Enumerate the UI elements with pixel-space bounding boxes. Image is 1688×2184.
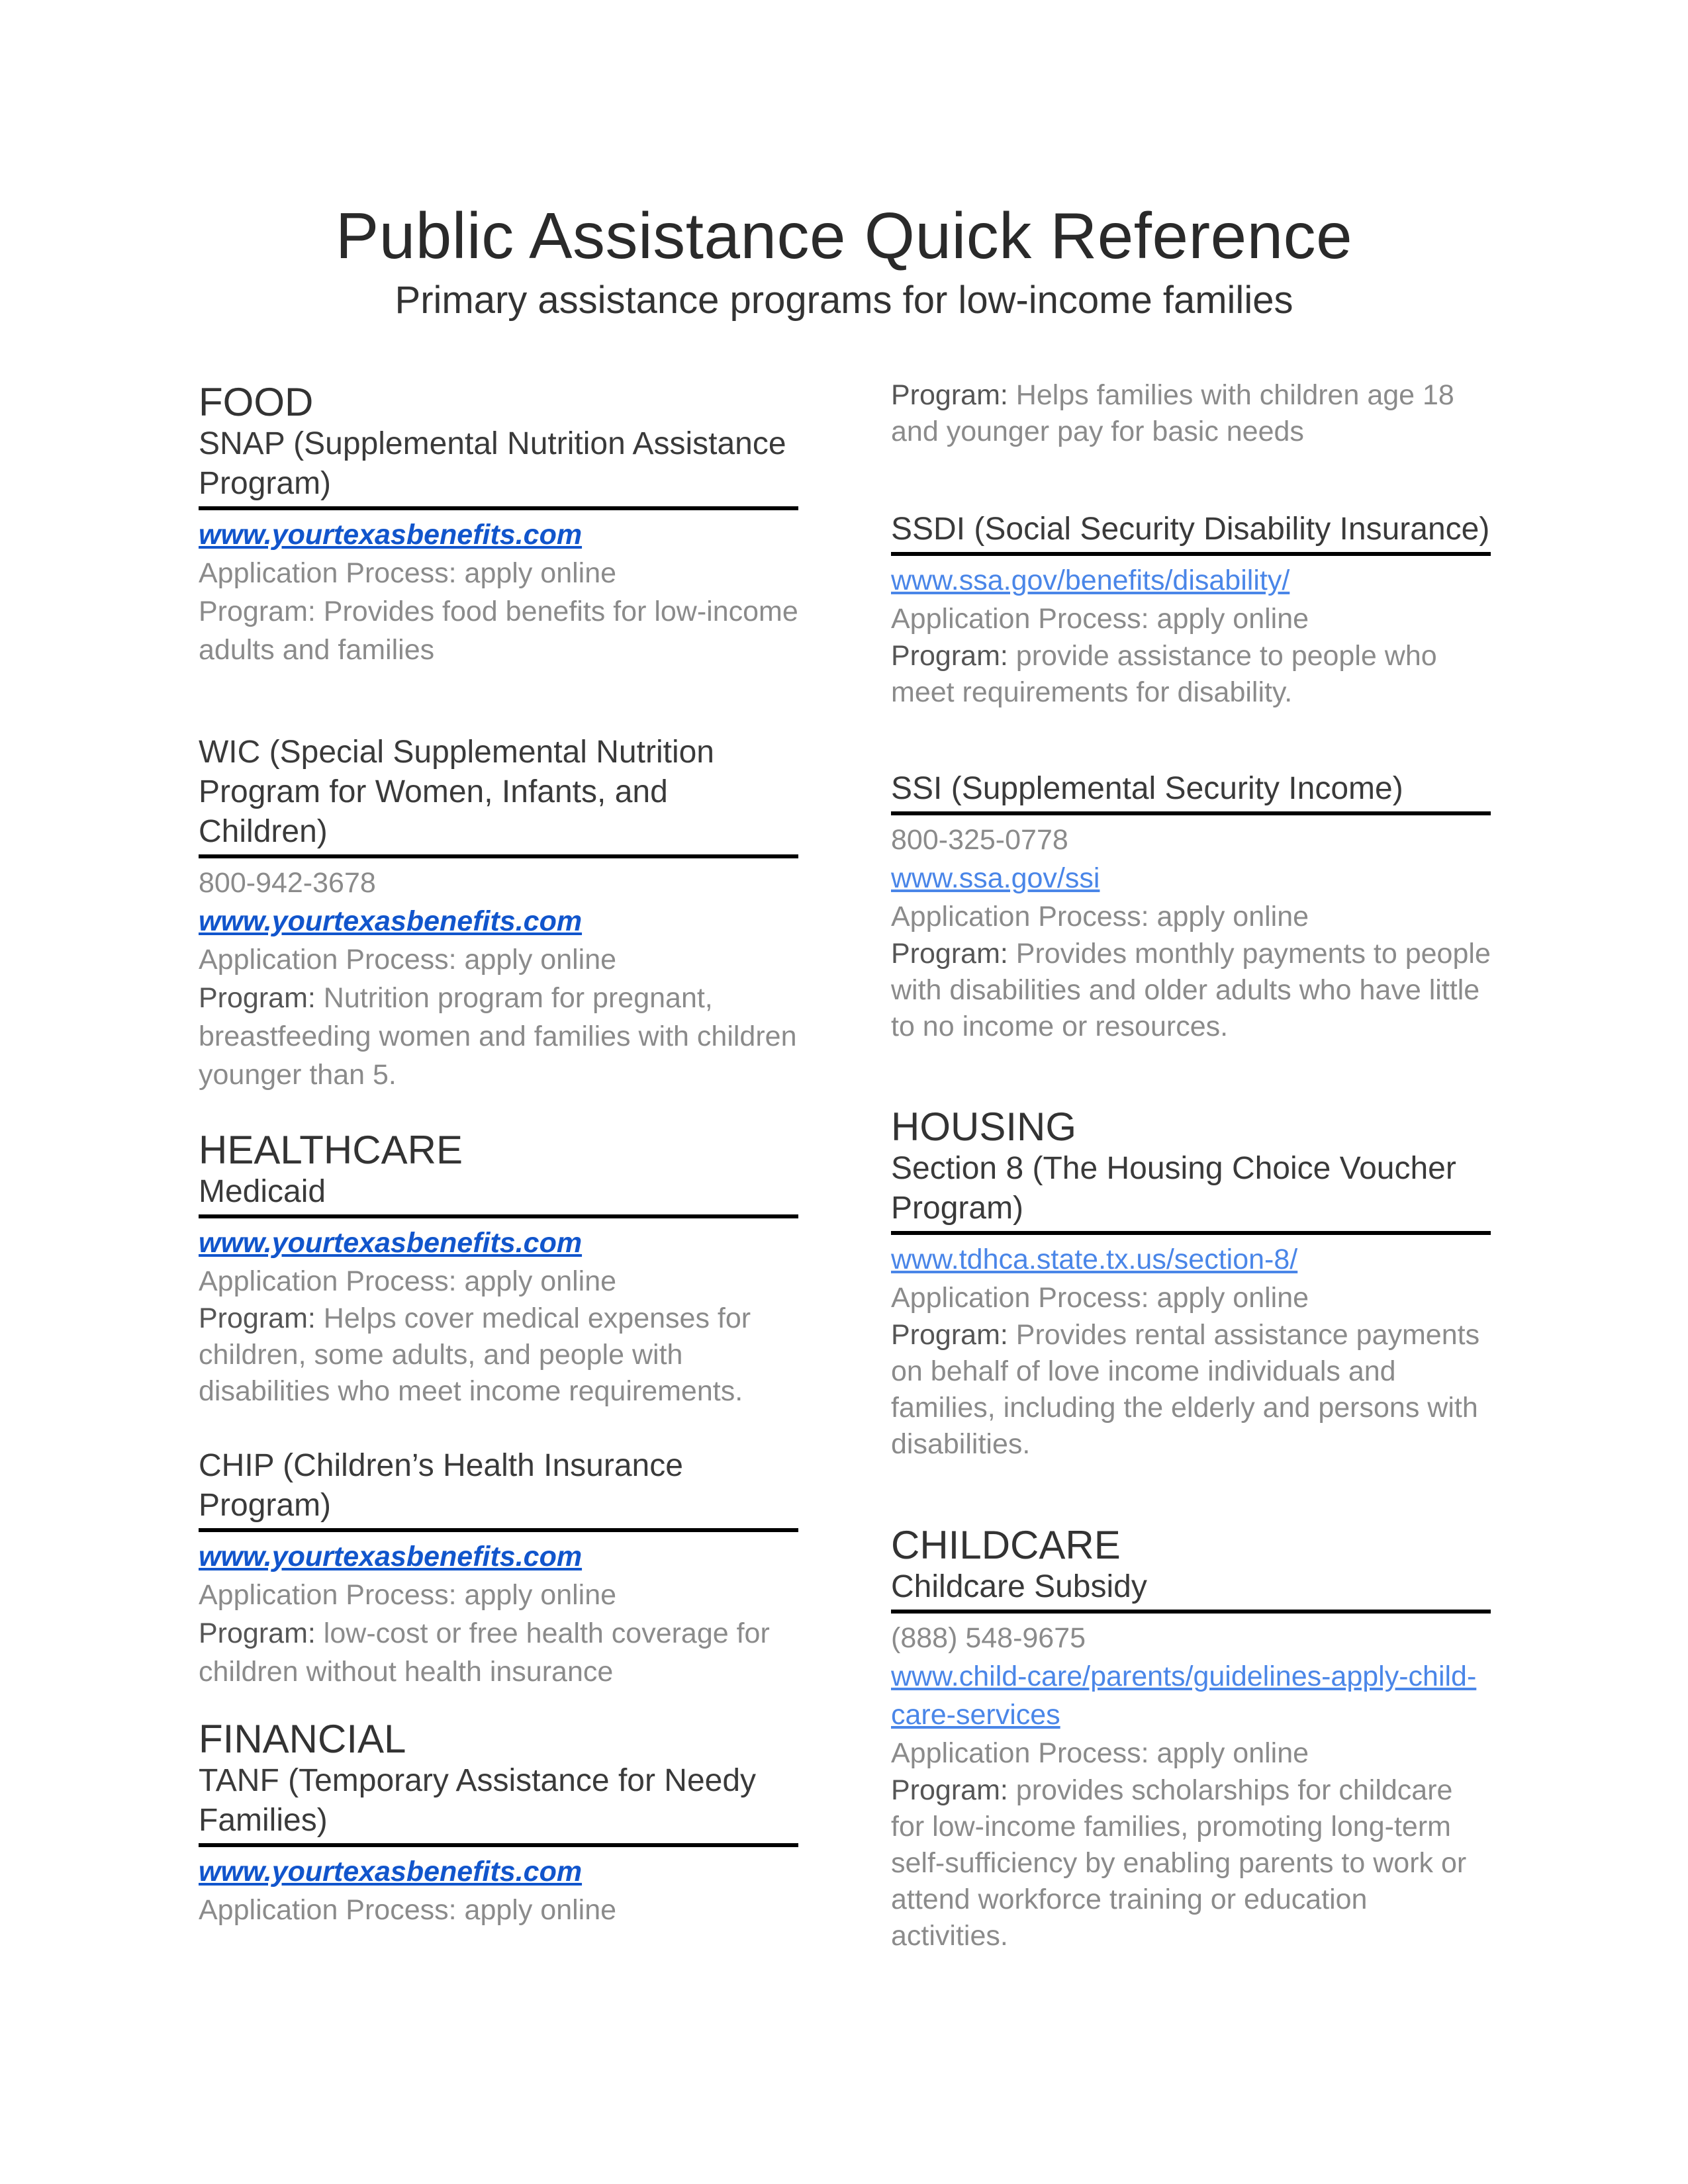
snap-program-description: Program: Provides food benefits for low-income adults and families: [199, 596, 798, 666]
snap-entry: [199, 381, 798, 669]
medicaid-application-process: Application Process: apply online: [199, 1265, 617, 1297]
section8-program-label: Program:: [891, 1319, 1008, 1351]
medicaid-program-label: Program:: [199, 1302, 316, 1334]
ssi-application-process: Application Process: apply online: [891, 901, 1309, 933]
tanf-application-process: Application Process: apply online: [199, 1894, 617, 1926]
childcare-application-process: Application Process: apply online: [891, 1737, 1309, 1769]
childcare-program-description: provides scholarships for childcare for low-income families, promoting long-term self-sufficiency by enabling parents to work or attend workforce training or education activities.: [891, 1774, 1467, 1952]
program-title-tanf: TANF (Temporary Assistance for Needy Families): [199, 1761, 798, 1847]
tanf-program-label: Program:: [891, 379, 1008, 411]
wic-program-label: Program:: [199, 982, 316, 1014]
section-heading-healthcare: HEALTHCARE: [199, 1128, 463, 1172]
chip-link[interactable]: www.yourtexasbenefits.com: [199, 1541, 583, 1572]
program-title-snap: SNAP (Supplemental Nutrition Assistance Program): [199, 424, 798, 510]
ssdi-application-process: Application Process: apply online: [891, 603, 1309, 635]
childcare-link[interactable]: www.child-care/parents/guidelines-apply-child-care-services: [891, 1661, 1477, 1731]
snap-link[interactable]: www.yourtexasbenefits.com: [199, 519, 583, 551]
ssi-entry: [891, 769, 1491, 1045]
program-title-wic: WIC (Special Supplemental Nutrition Program for Women, Infants, and Children): [199, 733, 798, 858]
program-title-ssi: SSI (Supplemental Security Income): [891, 769, 1491, 815]
wic-entry: [199, 733, 798, 1094]
section-heading-food: FOOD: [199, 380, 314, 424]
program-title-medicaid: Medicaid: [199, 1172, 798, 1218]
chip-entry: [199, 1446, 798, 1691]
chip-program-description: low-cost or free health coverage for children without health insurance: [199, 1617, 770, 1688]
page-subtitle: Primary assistance programs for low-income families: [395, 279, 1293, 322]
ssdi-program-label: Program:: [891, 640, 1008, 672]
tanf-link[interactable]: www.yourtexasbenefits.com: [199, 1856, 583, 1888]
program-title-section8: Section 8 (The Housing Choice Voucher Program): [891, 1149, 1491, 1235]
medicaid-program-description: Helps cover medical expenses for children, some adults, and people with disabilities who meet income requirements.: [199, 1302, 751, 1407]
section8-link[interactable]: www.tdhca.state.tx.us/section-8/: [891, 1244, 1298, 1275]
section-heading-housing: HOUSING: [891, 1105, 1077, 1149]
ssdi-program-description: provide assistance to people who meet requirements for disability.: [891, 640, 1437, 708]
childcare-program-label: Program:: [891, 1774, 1008, 1806]
program-title-ssdi: SSDI (Social Security Disability Insurance): [891, 510, 1491, 556]
medicaid-link[interactable]: www.yourtexasbenefits.com: [199, 1227, 583, 1259]
ssi-program-label: Program:: [891, 938, 1008, 970]
chip-application-process: Application Process: apply online: [199, 1579, 617, 1611]
wic-link[interactable]: www.yourtexasbenefits.com: [199, 905, 583, 937]
program-title-chip: CHIP (Children’s Health Insurance Program): [199, 1446, 798, 1532]
childcare-phone: (888) 548-9675: [891, 1622, 1086, 1654]
medicaid-entry: [199, 1128, 798, 1410]
program-title-childcare: Childcare Subsidy: [891, 1567, 1491, 1614]
wic-application-process: Application Process: apply online: [199, 944, 617, 976]
tanf-continued: [891, 377, 1491, 450]
chip-program-label: Program:: [199, 1617, 316, 1649]
section8-program-description: Provides rental assistance payments on behalf of love income individuals and families, including the elderly and persons with disabilities.: [891, 1319, 1480, 1460]
section-heading-financial: FINANCIAL: [199, 1717, 406, 1761]
ssi-program-description: Provides monthly payments to people with disabilities and older adults who have little to no income or resources.: [891, 938, 1491, 1042]
tanf-program-description: Helps families with children age 18 and younger pay for basic needs: [891, 379, 1454, 447]
wic-program-description: Nutrition program for pregnant, breastfeeding women and families with children younger than 5.: [199, 982, 797, 1091]
childcare-entry: [891, 1524, 1491, 1954]
section-heading-childcare: CHILDCARE: [891, 1523, 1121, 1567]
page-title: Public Assistance Quick Reference: [335, 199, 1353, 272]
snap-application-process: Application Process: apply online: [199, 557, 617, 589]
tanf-entry: [199, 1717, 798, 1929]
wic-phone: 800-942-3678: [199, 867, 376, 899]
ssi-phone: 800-325-0778: [891, 824, 1068, 856]
section8-application-process: Application Process: apply online: [891, 1282, 1309, 1314]
ssdi-link[interactable]: www.ssa.gov/benefits/disability/: [891, 565, 1290, 596]
ssi-link[interactable]: www.ssa.gov/ssi: [891, 862, 1100, 894]
ssdi-entry: [891, 510, 1491, 711]
section8-entry: [891, 1105, 1491, 1463]
